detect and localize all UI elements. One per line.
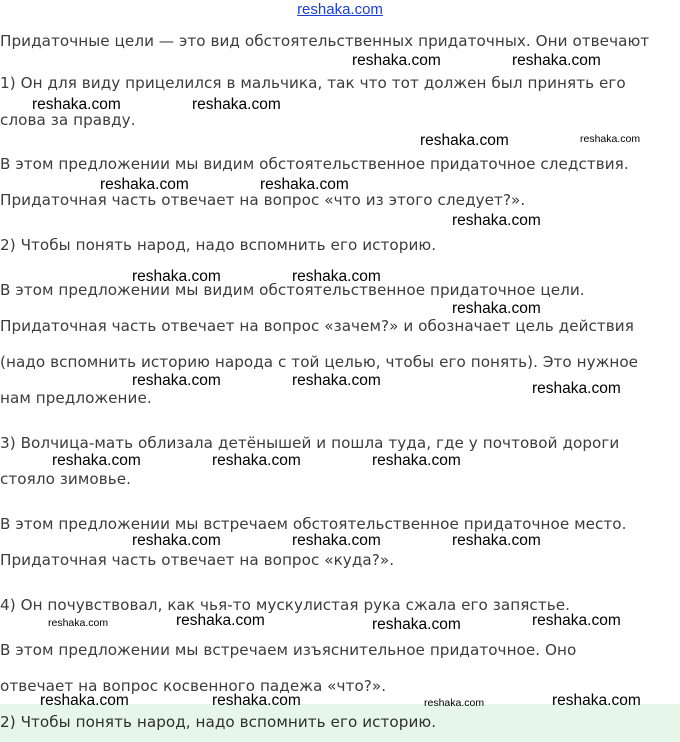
text-line: В этом предложении мы встречаем изъяснительное придаточное. Оно xyxy=(0,641,577,659)
text-line: 4) Он почувствовал, как чья-то мускулистая рука сжала его запястье. xyxy=(0,596,570,614)
text-line: слова за правду. xyxy=(0,111,136,129)
text-line: В этом предложении мы видим обстоятельственное придаточное следствия. xyxy=(0,155,629,173)
watermark: reshaka.com xyxy=(352,52,441,69)
watermark: reshaka.com xyxy=(260,176,349,193)
watermark: reshaka.com xyxy=(132,268,221,285)
watermark: reshaka.com xyxy=(212,452,301,469)
watermark: reshaka.com xyxy=(532,612,621,629)
text-line: Придаточные цели — это вид обстоятельственных придаточных. Они отвечают xyxy=(0,32,650,50)
watermark: reshaka.com xyxy=(176,612,265,629)
watermark: reshaka.com xyxy=(552,692,641,709)
text-line: 3) Волчица-мать облизала детёнышей и пошла туда, где у почтовой дороги xyxy=(0,434,620,452)
text-line: 2) Чтобы понять народ, надо вспомнить его историю. xyxy=(0,236,437,254)
watermark: reshaka.com xyxy=(532,380,621,397)
watermark: reshaka.com xyxy=(192,96,281,113)
watermark: reshaka.com xyxy=(100,176,189,193)
watermark: reshaka.com xyxy=(212,692,301,709)
text-line: 1) Он для виду прицелился в мальчика, так что тот должен был принять его xyxy=(0,74,626,92)
watermark: reshaka.com xyxy=(452,532,541,549)
watermark: reshaka.com xyxy=(132,532,221,549)
text-line: Придаточная часть отвечает на вопрос «зачем?» и обозначает цель действия xyxy=(0,317,634,335)
answer-line: 2) Чтобы понять народ, надо вспомнить его историю. xyxy=(0,713,437,731)
text-line: В этом предложении мы видим обстоятельственное придаточное цели. xyxy=(0,281,585,299)
watermark: reshaka.com xyxy=(48,617,109,629)
watermark: reshaka.com xyxy=(292,268,381,285)
text-line: стояло зимовье. xyxy=(0,470,131,488)
watermark: reshaka.com xyxy=(292,372,381,389)
text-line: нам предложение. xyxy=(0,389,152,407)
watermark: reshaka.com xyxy=(372,616,461,633)
watermark: reshaka.com xyxy=(424,697,485,709)
watermark: reshaka.com xyxy=(32,96,121,113)
watermark: reshaka.com xyxy=(452,300,541,317)
watermark: reshaka.com xyxy=(420,132,509,149)
site-link[interactable]: reshaka.com xyxy=(297,1,383,18)
text-line: (надо вспомнить историю народа с той целью, чтобы его понять). Это нужное xyxy=(0,353,639,371)
text-line: Придаточная часть отвечает на вопрос «куда?». xyxy=(0,551,395,569)
text-line: отвечает на вопрос косвенного падежа «что?». xyxy=(0,677,387,695)
watermark: reshaka.com xyxy=(292,532,381,549)
text-line: Придаточная часть отвечает на вопрос «что из этого следует?». xyxy=(0,191,526,209)
watermark: reshaka.com xyxy=(372,452,461,469)
text-line: В этом предложении мы встречаем обстоятельственное придаточное место. xyxy=(0,515,627,533)
watermark: reshaka.com xyxy=(512,52,601,69)
watermark: reshaka.com xyxy=(580,133,641,145)
watermark: reshaka.com xyxy=(40,692,129,709)
watermark: reshaka.com xyxy=(452,212,541,229)
watermark: reshaka.com xyxy=(52,452,141,469)
watermark: reshaka.com xyxy=(132,372,221,389)
